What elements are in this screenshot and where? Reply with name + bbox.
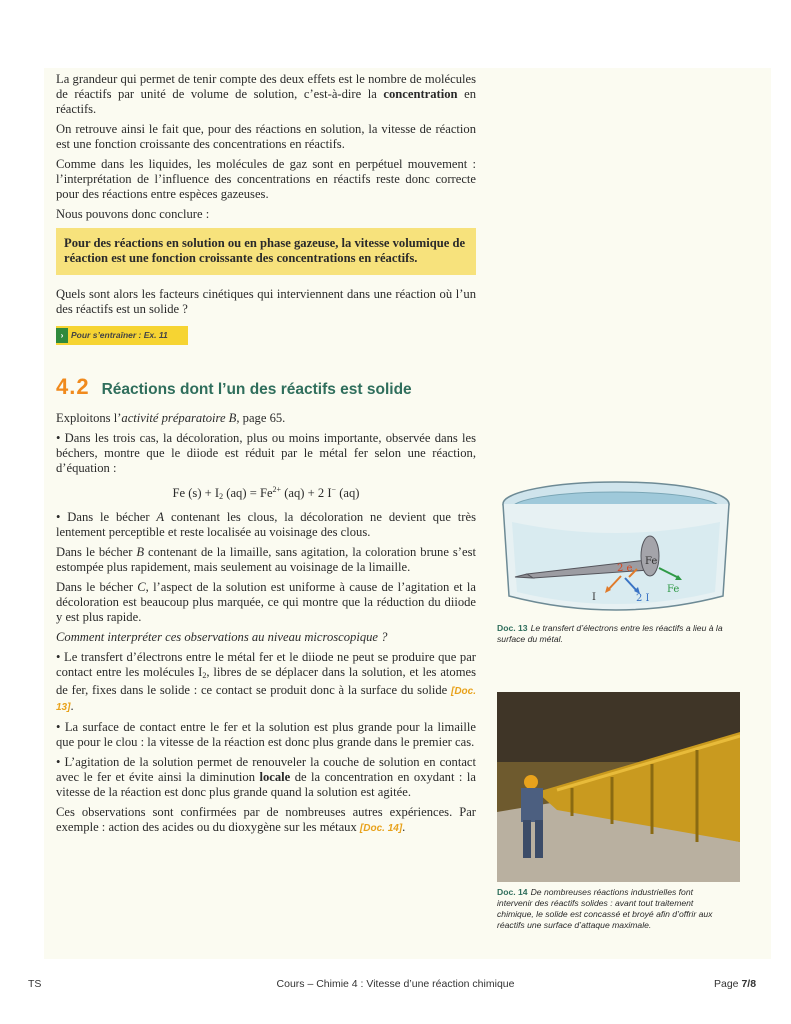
main-column <box>56 72 476 841</box>
term-concentration: concentration <box>383 87 458 101</box>
paragraph-solution-rate: On retrouve ainsi le fait que, pour des réactions en solution, la vitesse de réaction est une fonction croissante des concentrations en réactifs. <box>56 122 476 151</box>
label-2e: 2 e <box>617 563 633 574</box>
doc13-caption: Doc. 13 Le transfert d’électrons entre les réactifs a lieu à la surface du métal. <box>497 623 723 644</box>
paragraph-becher-b: Dans le bécher B contenant de la limaille, sans agitation, la coloration brune s’est estompée plus rapidement, mais seulement au voisinage de la limaille. <box>56 545 476 574</box>
section-title: Réactions dont l’un des réactifs est solide <box>101 381 412 398</box>
paragraph-question-solid: Quels sont alors les facteurs cinétiques qui interviennent dans une réaction où l’un des réactifs est un solide ? <box>56 287 476 316</box>
section-heading <box>56 374 476 399</box>
label-i2: I <box>592 592 596 603</box>
footer-center: Cours – Chimie 4 : Vitesse d’une réaction chimique <box>276 978 515 990</box>
paragraph-conclude: Nous pouvons donc conclure : <box>56 207 210 221</box>
doc13-link[interactable]: [Doc. 13] <box>56 686 476 713</box>
bullet-decoloration: • Dans les trois cas, la décoloration, plus ou moins importante, observée dans les béchers, montre que le diiode est réduit par le métal fer selon une réaction, d’équation : <box>56 431 476 475</box>
label-2i: 2 I <box>636 593 650 604</box>
doc14-link[interactable]: [Doc. 14] <box>359 823 403 834</box>
bullet-electron-transfer: • Le transfert d’électrons entre le métal fer et le diiode ne peut se produire que par contact entre les molécules $I_2$, libres de se déplacer dans la solution, et les atomes de fer, fixes dans le solide : ce contact se produit donc à la surface du solide [Doc. 13]. <box>56 650 476 713</box>
paragraph-becher-c: Dans le bécher C, l’aspect de la solution est uniforme à cause de l’agitation et la décoloration est beaucoup plus marquée, ce qui montre que la réduction du diiode y est plus rapide. <box>56 580 476 624</box>
bullet-contact-surface: • La surface de contact entre le fer et la solution est plus grande pour la limaille que pour le clou : la vitesse de la réaction est donc plus grande dans le premier cas. <box>56 720 476 749</box>
paragraph-confirmation: Ces observations sont confirmées par de nombreuses autres expériences. Par exemple : action des acides ou du dioxygène sur les métaux [Doc. 14]. <box>56 805 476 834</box>
conclusion-box: Pour des réactions en solution ou en phase gazeuse, la vitesse volumique de réaction est une fonction croissante des concentrations en réactifs. <box>56 228 476 275</box>
paragraph-intro: Exploitons l’activité préparatoire B, page 65. <box>56 411 286 425</box>
doc14-caption: Doc. 14 De nombreuses réactions industrielles font intervenir des réactifs solides : avant tout traitement chimique, le solide est concassé et broyé afin d’offrir aux réactifs une surface d’attaque maximale. <box>497 887 713 930</box>
reaction-equation: Fe $(s) + I_2$ $(aq) = Fe^{2+}$ (aq) + 2 I− (aq) <box>172 485 360 501</box>
paragraph-concentration: La grandeur qui permet de tenir compte des deux effets est le nombre de molécules de réactifs par unité de volume de solution, c’est-à-dire la concentration en réactifs. <box>56 72 476 116</box>
bullet-agitation: • L’agitation de la solution permet de renouveler la couche de solution en contact avec le fer et évite ainsi la diminution locale de la concentration en oxydant : la vitesse de la réaction est donc plus grande quand la solution est agitée. <box>56 755 476 799</box>
doc13-label: Doc. 13 <box>497 623 528 633</box>
arrow-right-icon: › <box>56 328 68 343</box>
beaker-illustration <box>497 474 735 620</box>
exercise-link[interactable]: › Pour s’entraîner : Ex. 11 <box>56 326 188 345</box>
industrial-photo <box>497 692 740 882</box>
label-fe: Fe <box>645 556 658 567</box>
bullet-becher-a: • Dans le bécher A contenant les clous, la décoloration ne devient que très lentement perceptible et reste localisée au voisinage des clous. <box>56 510 476 539</box>
doc14-label: Doc. 14 <box>497 887 528 897</box>
footer-page: Page 7/8 <box>714 978 757 990</box>
section-number: 4.2 <box>56 374 90 399</box>
label-fe2: Fe <box>667 584 680 595</box>
footer-left: TS <box>28 978 42 990</box>
question-microscopic: Comment interpréter ces observations au niveau microscopique ? <box>56 630 388 644</box>
paragraph-gas: Comme dans les liquides, les molécules de gaz sont en perpétuel mouvement : l’interprétation de l’influence des concentrations en réactifs reste donc correcte pour des réactions entre espèces gazeuses. <box>56 157 476 201</box>
